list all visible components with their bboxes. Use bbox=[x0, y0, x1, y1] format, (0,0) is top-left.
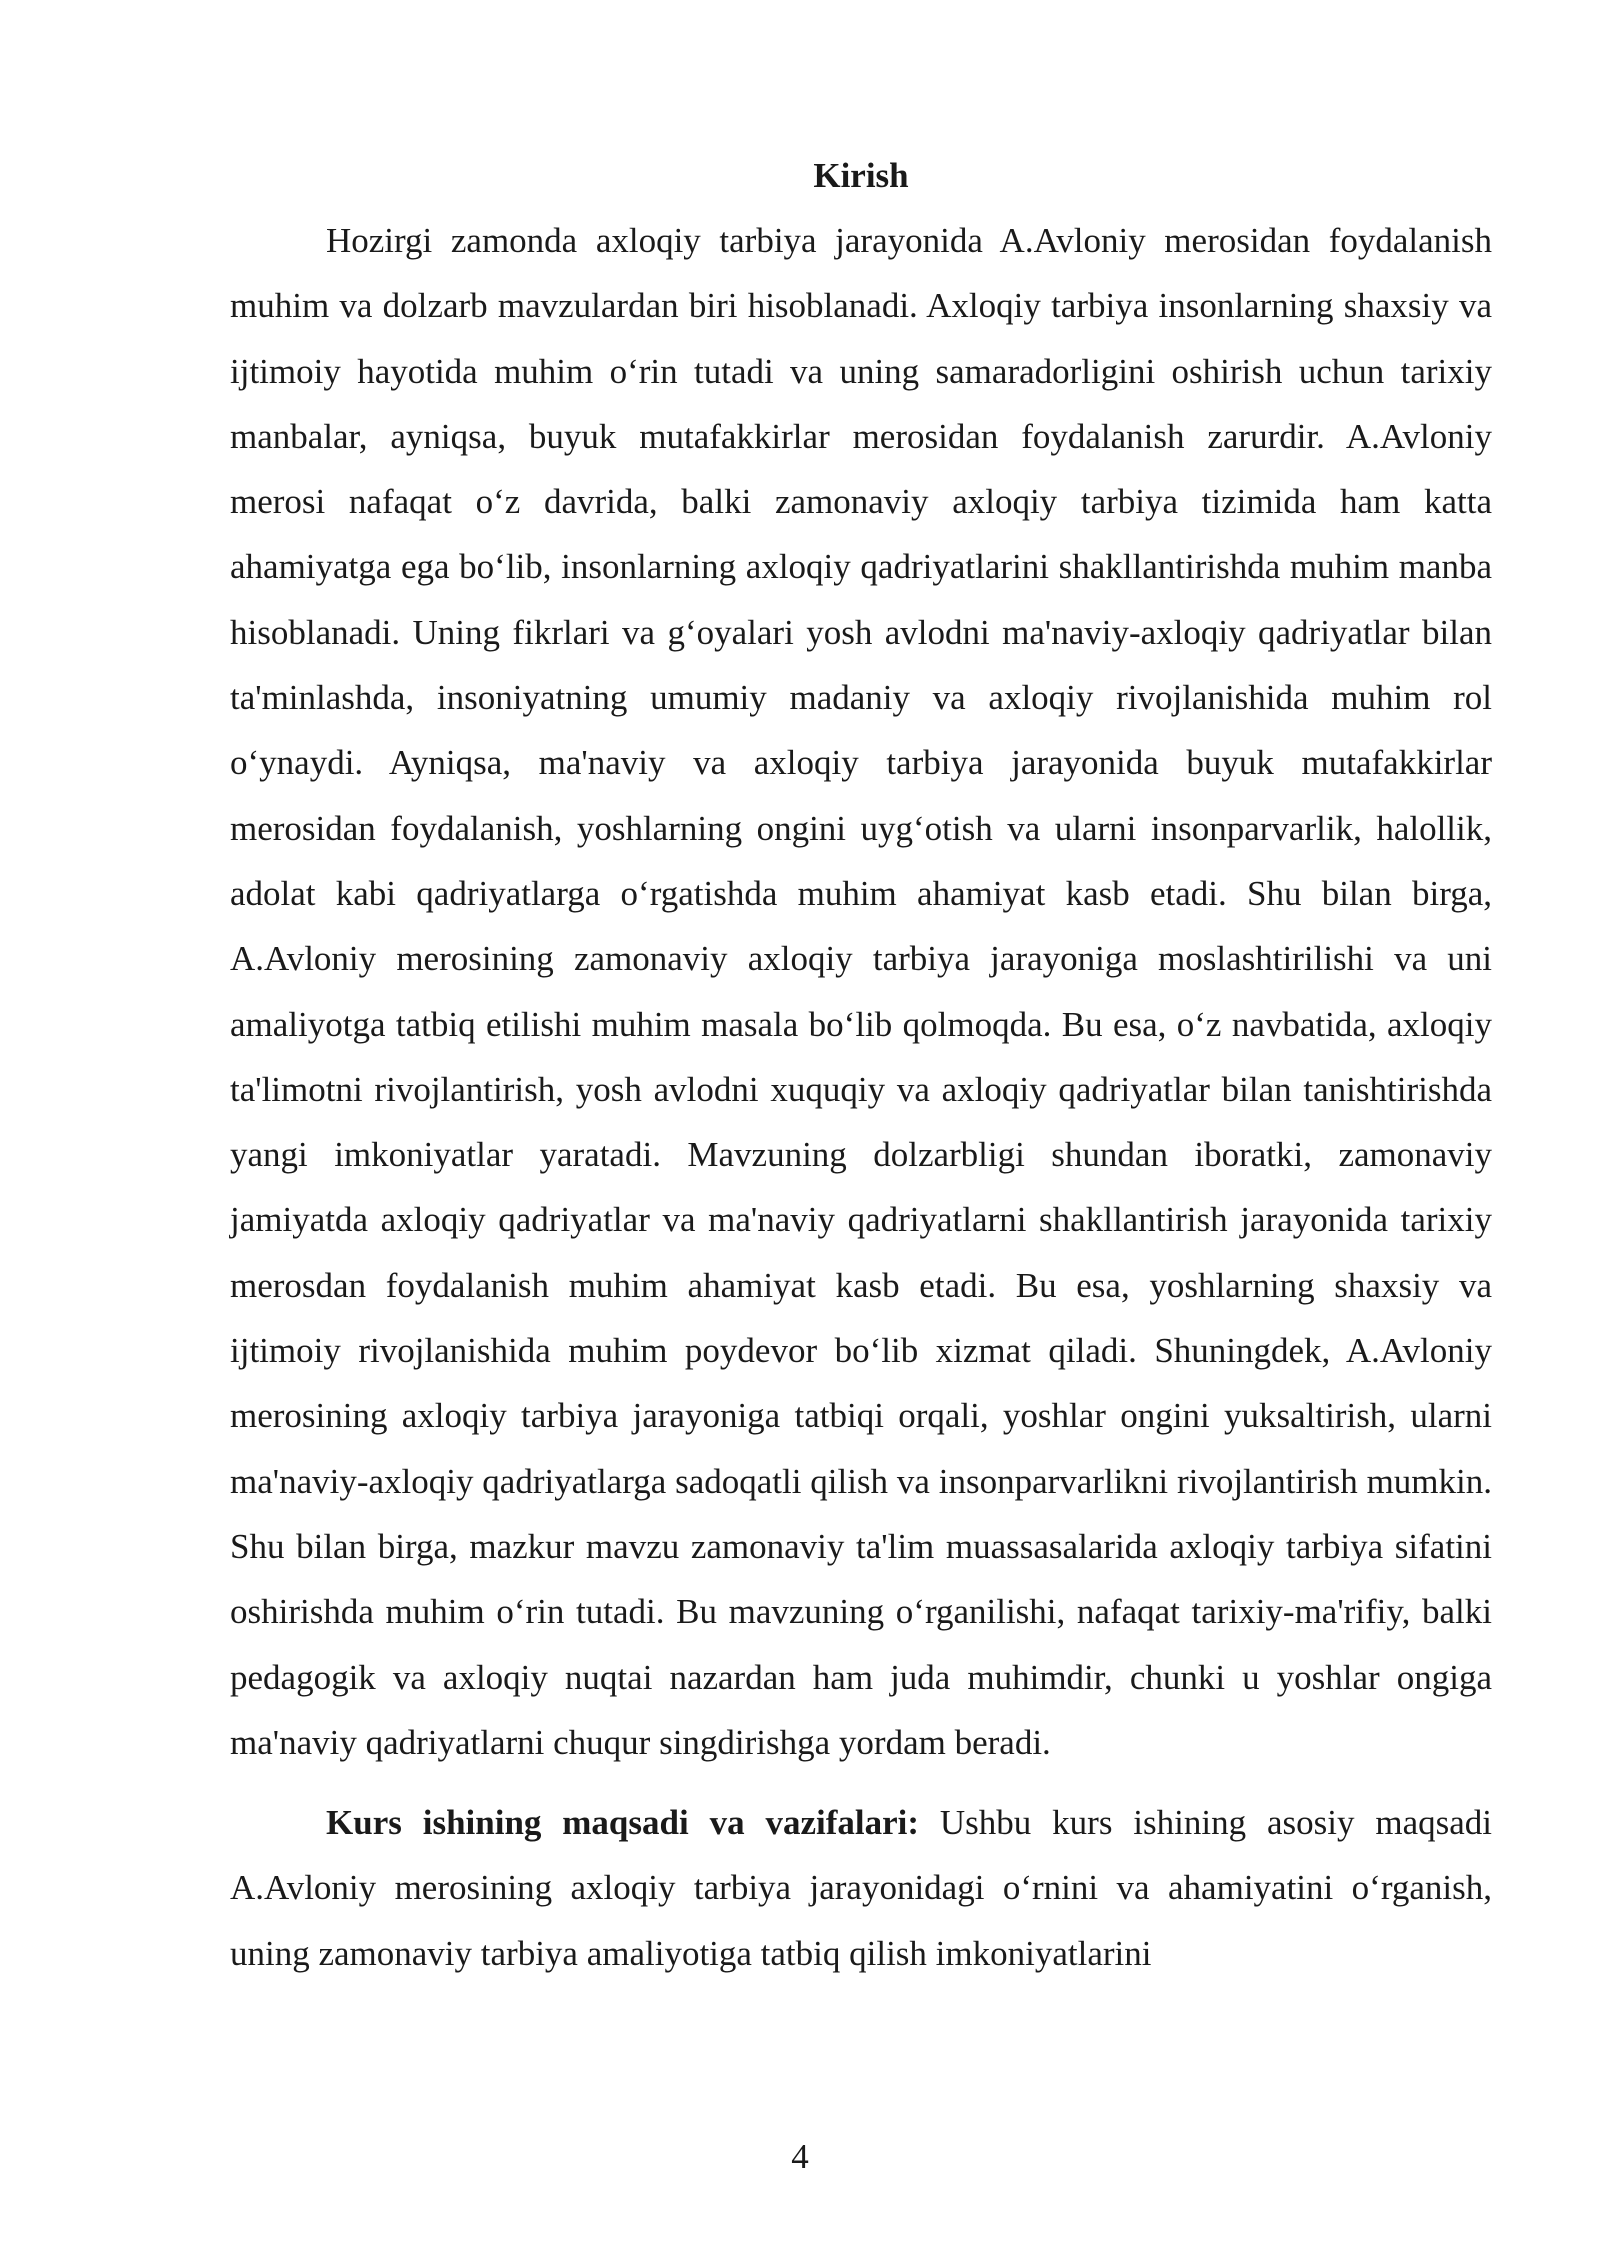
paragraph-text: Ushbu kurs ishining asosiy maqsadi A.Avloniy merosining axloqiy tarbiya jarayonidagi o‘rnini va ahamiyatini o‘rganish, uning zamonaviy tarbiya amaliyotiga tatbiq qilish imkoniyatlarini bbox=[230, 1803, 1492, 1973]
paragraph-introduction bbox=[230, 208, 1492, 1775]
paragraph-goals bbox=[230, 1790, 1492, 1986]
paragraph-lead-bold: Kurs ishining maqsadi va vazifalari: bbox=[326, 1803, 920, 1843]
section-heading: Kirish bbox=[813, 156, 909, 195]
page-body bbox=[230, 150, 1492, 1986]
paragraph-text: Hozirgi zamonda axloqiy tarbiya jarayonida A.Avloniy merosidan foydalanish muhim va dolzarb mavzulardan biri hisoblanadi. Axloqiy tarbiya insonlarning shaxsiy va ijtimoiy hayotida muhim o‘rin tutadi va uning samaradorligini oshirish uchun tarixiy manbalar, ayniqsa, buyuk mutafakkirlar merosidan foydalanish zarurdir. A.Avloniy merosi nafaqat o‘z davrida, balki zamonaviy axloqiy tarbiya tizimida ham katta ahamiyatga ega bo‘lib, insonlarning axloqiy qadriyatlarini shakllantirishda muhim manba hisoblanadi. Uning fikrlari va g‘oyalari yosh avlodni ma'naviy-axloqiy qadriyatlar bilan ta'minlashda, insoniyatning umumiy madaniy va axloqiy rivojlanishida muhim rol o‘ynaydi. Ayniqsa, ma'naviy va axloqiy tarbiya jarayonida buyuk mutafakkirlar merosidan foydalanish, yoshlarning ongini uyg‘otish va ularni insonparvarlik, halollik, adolat kabi qadriyatlarga o‘rgatishda muhim ahamiyat kasb etadi. Shu bilan birga, A.Avloniy merosining zamonaviy axloqiy tarbiya jarayoniga moslashtirilishi va uni amaliyotga tatbiq etilishi muhim masala bo‘lib qolmoqda. Bu esa, o‘z navbatida, axloqiy ta'limotni rivojlantirish, yosh avlodni xuquqiy va axloqiy qadriyatlar bilan tanishtirishda yangi imkoniyatlar yaratadi. Mavzuning dolzarbligi shundan iboratki, zamonaviy jamiyatda axloqiy qadriyatlar va ma'naviy qadriyatlarni shakllantirish jarayonida tarixiy merosdan foydalanish muhim ahamiyat kasb etadi. Bu esa, yoshlarning shaxsiy va ijtimoiy rivojlanishida muhim poydevor bo‘lib xizmat qiladi. Shuningdek, A.Avloniy merosining axloqiy tarbiya jarayoniga tatbiqi orqali, yoshlar ongini yuksaltirish, ularni ma'naviy-axloqiy qadriyatlarga sadoqatli qilish va insonparvarlikni rivojlantirish mumkin. Shu bilan birga, mazkur mavzu zamonaviy ta'lim muassasalarida axloqiy tarbiya sifatini oshirishda muhim o‘rin tutadi. Bu mavzuning o‘rganilishi, nafaqat tarixiy-ma'rifiy, balki pedagogik va axloqiy nuqtai nazardan ham juda muhimdir, chunki u yoshlar ongiga ma'naviy qadriyatlarni chuqur singdirishga yordam beradi. bbox=[230, 221, 1492, 1762]
page-number: 4 bbox=[791, 2137, 809, 2176]
